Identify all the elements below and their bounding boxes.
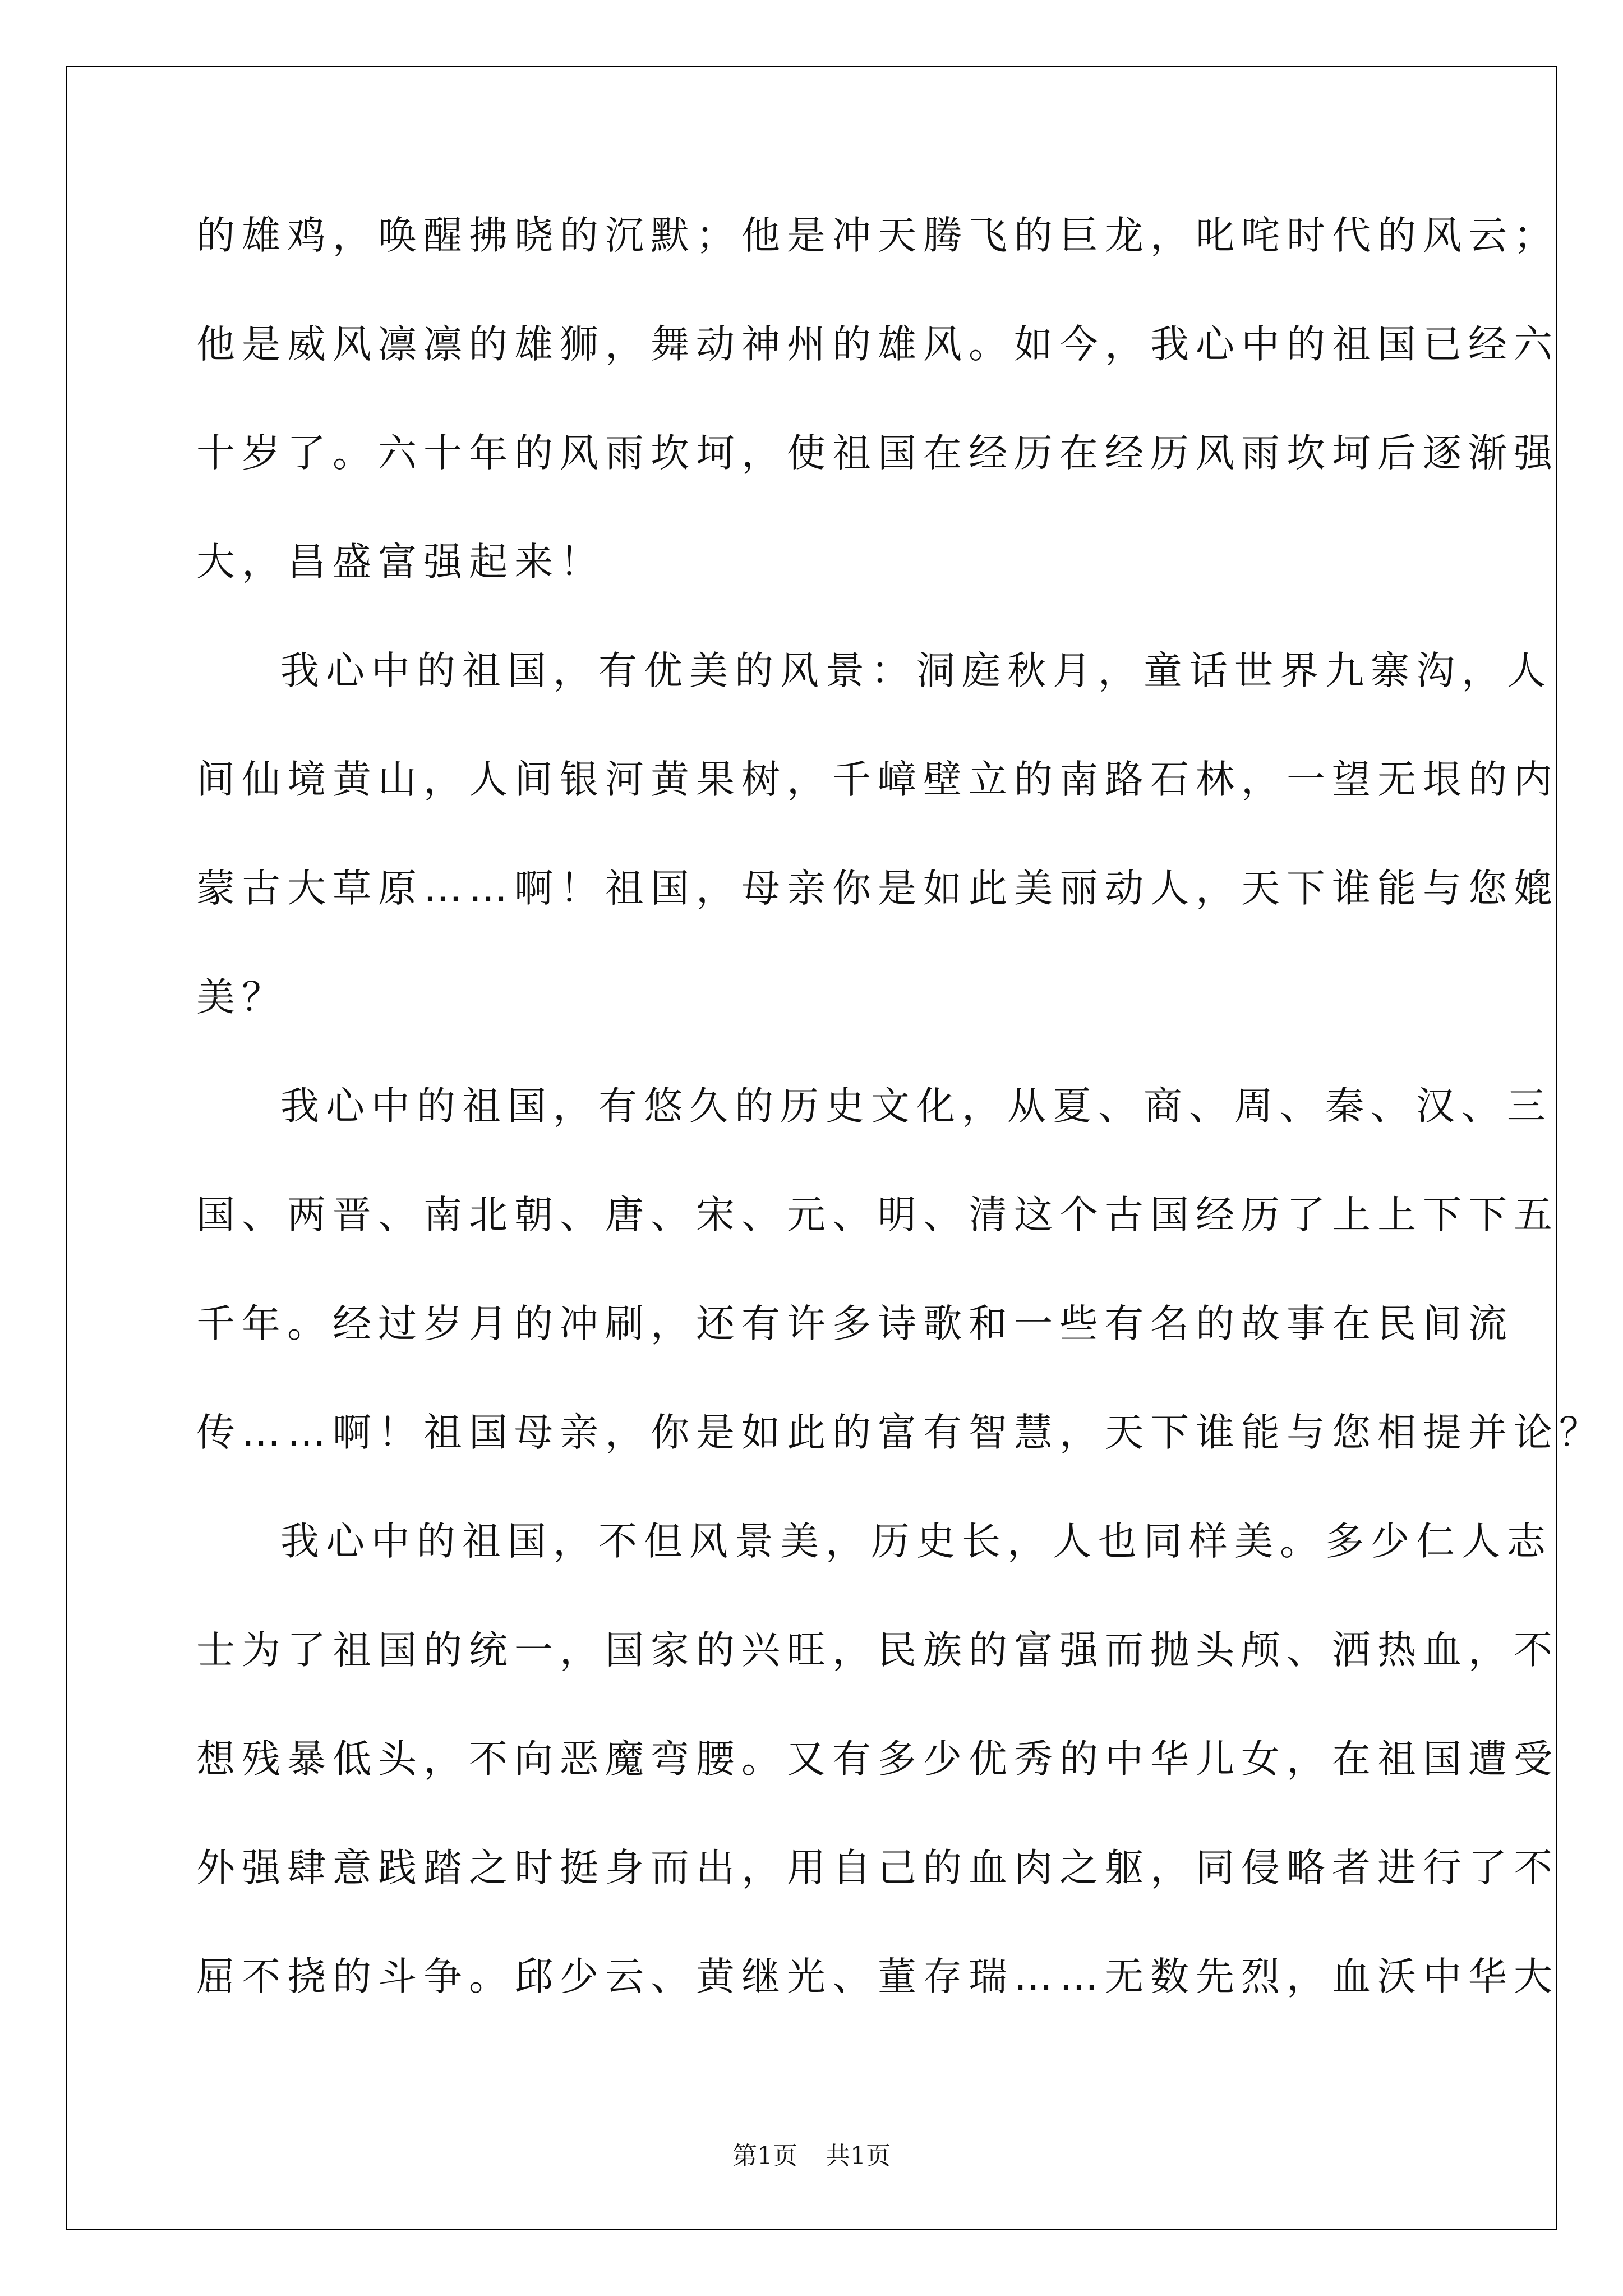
- paragraph-first-line: 我心中的祖国，有悠久的历史文化，从夏、商、周、秦、汉、三: [280, 1084, 1552, 1129]
- text-line: 的雄鸡，唤醒拂晓的沉默；他是冲天腾飞的巨龙，叱咤时代的风云；: [196, 213, 1559, 258]
- text-line: 国、两晋、南北朝、唐、宋、元、明、清这个古国经历了上上下下五: [196, 1193, 1559, 1237]
- text-line: 间仙境黄山，人间银河黄果树，千嶂壁立的南路石林，一望无垠的内: [196, 757, 1559, 802]
- paragraph-first-line: 我心中的祖国，有优美的风景：洞庭秋月，童话世界九寨沟，人: [280, 648, 1552, 693]
- text-line: 屈不挠的斗争。邱少云、黄继光、董存瑞……无数先烈，血沃中华大: [196, 1954, 1559, 1999]
- text-line: 外强肆意践踏之时挺身而出，用自己的血肉之躯，同侵略者进行了不: [196, 1846, 1559, 1890]
- text-line: 他是威风凛凛的雄狮，舞动神州的雄风。如今，我心中的祖国已经六: [196, 322, 1559, 367]
- text-line: 想残暴低头，不向恶魔弯腰。又有多少优秀的中华儿女，在祖国遭受: [196, 1737, 1559, 1782]
- paragraph-first-line: 我心中的祖国，不但风景美，历史长，人也同样美。多少仁人志: [280, 1519, 1552, 1564]
- text-line: 美？: [196, 975, 287, 1020]
- page-number: 第1页: [732, 2142, 797, 2170]
- text-line: 士为了祖国的统一，国家的兴旺，民族的富强而抛头颅、洒热血，不: [196, 1628, 1559, 1673]
- page-border: [66, 66, 1604, 2230]
- text-line: 千年。经过岁月的冲刷，还有许多诗歌和一些有名的故事在民间流: [196, 1301, 1514, 1346]
- text-line: 大，昌盛富强起来！: [196, 540, 605, 585]
- text-line: 蒙古大草原……啊！祖国，母亲你是如此美丽动人，天下谁能与您媲: [196, 866, 1559, 911]
- text-line: 传……啊！祖国母亲，你是如此的富有智慧，天下谁能与您相提并论？: [196, 1410, 1604, 1455]
- text-line: 十岁了。六十年的风雨坎坷，使祖国在经历在经历风雨坎坷后逐渐强: [196, 431, 1559, 476]
- page-total: 共1页: [826, 2142, 891, 2170]
- page-footer: [0, 2139, 1623, 2173]
